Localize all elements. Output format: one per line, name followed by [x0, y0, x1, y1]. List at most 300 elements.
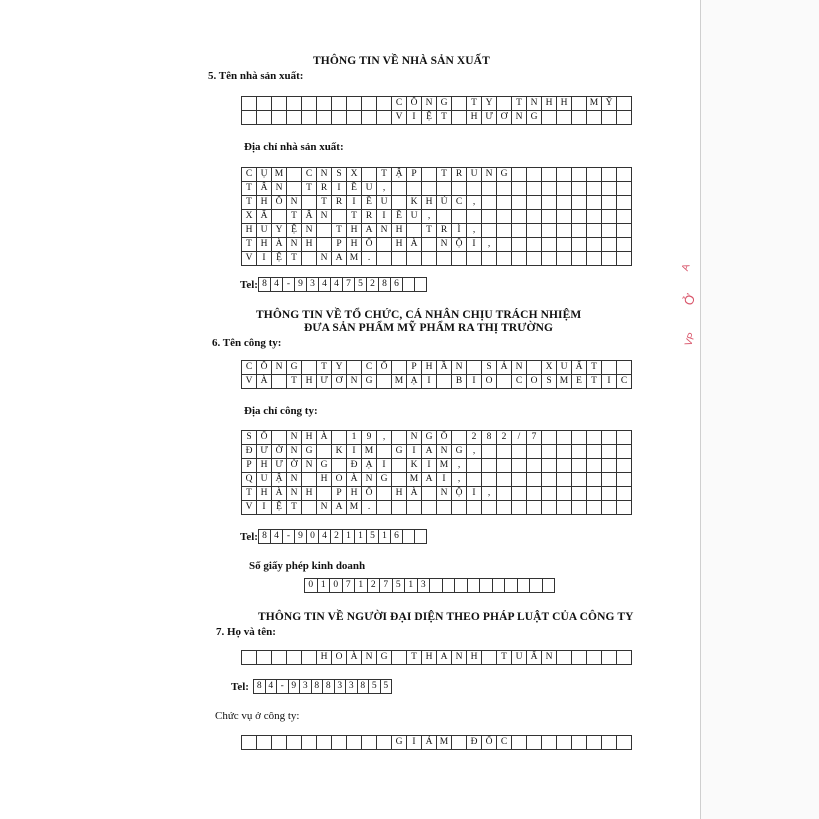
char-box	[482, 210, 497, 224]
char-box: Â	[257, 182, 272, 196]
char-box: ,	[422, 210, 437, 224]
char-box: 9	[362, 431, 377, 445]
char-box	[527, 168, 542, 182]
stamp-fragment-3: VP	[683, 331, 699, 348]
char-box: 1	[405, 579, 418, 593]
char-box: I	[437, 473, 452, 487]
char-box: I	[467, 238, 482, 252]
char-box	[452, 97, 467, 111]
char-box: N	[377, 224, 392, 238]
char-box: 8	[254, 680, 266, 694]
char-box	[602, 182, 617, 196]
char-box	[287, 111, 302, 125]
char-box: Ố	[362, 487, 377, 501]
char-box	[347, 361, 362, 375]
char-box: I	[422, 459, 437, 473]
char-box	[497, 224, 512, 238]
char-box	[512, 445, 527, 459]
char-box: U	[467, 168, 482, 182]
char-box	[317, 224, 332, 238]
manufacturer-address-grid	[241, 167, 632, 266]
char-box: P	[407, 168, 422, 182]
char-box	[317, 97, 332, 111]
char-box: N	[437, 487, 452, 501]
char-box: Õ	[437, 431, 452, 445]
char-box: G	[317, 459, 332, 473]
char-box	[572, 224, 587, 238]
char-box: U	[362, 182, 377, 196]
char-box: Y	[272, 224, 287, 238]
char-box	[332, 736, 347, 750]
char-box: Ư	[482, 111, 497, 125]
page-margin	[701, 0, 819, 819]
char-box: M	[347, 501, 362, 515]
char-box	[497, 196, 512, 210]
char-box: N	[272, 182, 287, 196]
char-box: I	[347, 196, 362, 210]
char-box	[422, 252, 437, 266]
char-box: À	[347, 473, 362, 487]
char-box	[482, 445, 497, 459]
char-box	[437, 252, 452, 266]
char-box	[587, 501, 602, 515]
char-box: Ố	[257, 431, 272, 445]
char-box	[557, 501, 572, 515]
char-box	[542, 459, 557, 473]
char-box	[617, 361, 632, 375]
company-address-label: Địa chỉ công ty:	[244, 405, 318, 417]
char-box: G	[377, 473, 392, 487]
char-box: Ệ	[287, 224, 302, 238]
char-box	[287, 736, 302, 750]
char-box: K	[407, 196, 422, 210]
char-box: X	[347, 168, 362, 182]
char-box: 8	[323, 680, 335, 694]
char-box: H	[302, 238, 317, 252]
char-box: M	[437, 459, 452, 473]
char-box: À	[407, 487, 422, 501]
char-box: 0	[305, 579, 318, 593]
char-box: T	[422, 224, 437, 238]
char-box	[272, 210, 287, 224]
char-box: Ã	[257, 210, 272, 224]
char-box: 8	[259, 278, 271, 292]
char-box: Ậ	[392, 168, 407, 182]
char-box	[392, 252, 407, 266]
char-box: 6	[391, 278, 403, 292]
char-box	[587, 252, 602, 266]
char-box: T	[437, 168, 452, 182]
char-box: ,	[467, 196, 482, 210]
manufacturer-heading: THÔNG TIN VỀ NHÀ SẢN XUẤT	[313, 55, 490, 67]
char-box: C	[242, 361, 257, 375]
char-box	[512, 501, 527, 515]
char-box: À	[257, 375, 272, 389]
char-box: 0	[330, 579, 343, 593]
char-box	[452, 111, 467, 125]
char-box: Ố	[362, 238, 377, 252]
char-box	[317, 736, 332, 750]
char-box: 2	[467, 431, 482, 445]
char-box	[482, 182, 497, 196]
char-box	[542, 501, 557, 515]
char-box: V	[392, 111, 407, 125]
char-box	[452, 501, 467, 515]
company-name-grid	[241, 360, 632, 389]
char-box: N	[287, 445, 302, 459]
char-box: C	[452, 196, 467, 210]
char-box: T	[317, 361, 332, 375]
char-box: ,	[482, 487, 497, 501]
char-box: A	[362, 224, 377, 238]
char-box	[497, 459, 512, 473]
char-box	[617, 210, 632, 224]
char-box: T	[332, 224, 347, 238]
char-box	[497, 375, 512, 389]
char-box: G	[392, 736, 407, 750]
char-box: Ấ	[527, 651, 542, 665]
char-box	[497, 238, 512, 252]
char-box: À	[347, 651, 362, 665]
char-box	[572, 210, 587, 224]
char-box: 3	[307, 278, 319, 292]
char-box: À	[407, 238, 422, 252]
char-box	[587, 459, 602, 473]
char-box	[415, 530, 427, 544]
char-box	[572, 487, 587, 501]
char-box	[377, 445, 392, 459]
char-box	[587, 224, 602, 238]
char-box: 5	[393, 579, 406, 593]
char-box	[272, 736, 287, 750]
char-box	[467, 361, 482, 375]
char-box	[572, 111, 587, 125]
char-box: .	[362, 252, 377, 266]
char-box: T	[242, 182, 257, 196]
char-box: H	[242, 224, 257, 238]
char-box: Ộ	[452, 487, 467, 501]
char-box	[557, 651, 572, 665]
char-box: H	[422, 361, 437, 375]
char-box: 5	[381, 680, 393, 694]
char-box	[617, 459, 632, 473]
char-box	[542, 111, 557, 125]
char-box	[527, 210, 542, 224]
char-box	[302, 501, 317, 515]
char-box	[392, 182, 407, 196]
char-box: H	[542, 97, 557, 111]
char-box: Đ	[467, 736, 482, 750]
char-box	[527, 252, 542, 266]
char-box: Ậ	[272, 473, 287, 487]
char-box: M	[347, 252, 362, 266]
char-box: N	[287, 487, 302, 501]
char-box	[287, 182, 302, 196]
char-box: Ệ	[272, 252, 287, 266]
char-box: 7	[380, 579, 393, 593]
char-box	[617, 196, 632, 210]
char-box: H	[347, 224, 362, 238]
char-box: Đ	[347, 459, 362, 473]
char-box: N	[287, 238, 302, 252]
char-box	[572, 168, 587, 182]
char-box	[430, 579, 443, 593]
char-box	[422, 168, 437, 182]
char-box	[512, 238, 527, 252]
char-box	[467, 210, 482, 224]
char-box: H	[257, 459, 272, 473]
char-box	[362, 97, 377, 111]
char-box	[557, 473, 572, 487]
char-box: ,	[467, 224, 482, 238]
char-box: 1	[355, 579, 368, 593]
char-box: 4	[271, 278, 283, 292]
char-box	[302, 196, 317, 210]
char-box: H	[257, 196, 272, 210]
char-box	[602, 445, 617, 459]
char-box: G	[452, 445, 467, 459]
char-box: Ệ	[422, 111, 437, 125]
char-box	[512, 487, 527, 501]
char-box	[572, 651, 587, 665]
representative-tel-grid	[253, 679, 392, 694]
char-box	[602, 431, 617, 445]
char-box: 8	[379, 278, 391, 292]
char-box: G	[287, 361, 302, 375]
char-box: H	[467, 111, 482, 125]
char-box: B	[452, 375, 467, 389]
char-box: M	[557, 375, 572, 389]
char-box: M	[437, 736, 452, 750]
char-box	[587, 473, 602, 487]
char-box	[332, 459, 347, 473]
char-box: U	[512, 651, 527, 665]
char-box: Ầ	[437, 361, 452, 375]
char-box: T	[437, 111, 452, 125]
char-box	[287, 168, 302, 182]
char-box: T	[242, 196, 257, 210]
char-box: Ư	[257, 445, 272, 459]
char-box	[512, 182, 527, 196]
char-box: N	[482, 168, 497, 182]
char-box: 4	[266, 680, 278, 694]
char-box: I	[602, 375, 617, 389]
char-box	[467, 459, 482, 473]
char-box: U	[377, 196, 392, 210]
char-box	[617, 431, 632, 445]
char-box	[403, 530, 415, 544]
char-box	[587, 168, 602, 182]
char-box	[557, 459, 572, 473]
char-box	[377, 97, 392, 111]
char-box: G	[377, 651, 392, 665]
char-box: 4	[331, 278, 343, 292]
char-box: Ề	[362, 196, 377, 210]
char-box: I	[332, 182, 347, 196]
license-label: Số giấy phép kinh doanh	[249, 560, 366, 572]
char-box	[332, 97, 347, 111]
char-box: H	[302, 487, 317, 501]
char-box: H	[257, 238, 272, 252]
char-box: 8	[312, 680, 324, 694]
char-box: ,	[377, 431, 392, 445]
char-box: Ụ	[257, 168, 272, 182]
manufacturer-address-label: Địa chỉ nhà sản xuất:	[244, 141, 344, 153]
char-box: Q	[242, 473, 257, 487]
char-box	[482, 473, 497, 487]
char-box: H	[302, 431, 317, 445]
char-box: /	[512, 431, 527, 445]
char-box: N	[317, 501, 332, 515]
char-box: Ơ	[332, 375, 347, 389]
char-box	[617, 182, 632, 196]
char-box: 1	[318, 579, 331, 593]
char-box	[587, 431, 602, 445]
char-box	[452, 210, 467, 224]
char-box: U	[257, 473, 272, 487]
char-box: T	[497, 651, 512, 665]
char-box: 9	[295, 278, 307, 292]
char-box	[497, 97, 512, 111]
char-box	[482, 196, 497, 210]
char-box: Ơ	[497, 111, 512, 125]
char-box: Ư	[272, 459, 287, 473]
char-box	[482, 224, 497, 238]
char-box: R	[317, 182, 332, 196]
char-box	[302, 252, 317, 266]
char-box: T	[302, 182, 317, 196]
char-box	[557, 182, 572, 196]
char-box: 9	[289, 680, 301, 694]
char-box	[617, 238, 632, 252]
char-box: G	[392, 445, 407, 459]
char-box: Ệ	[272, 501, 287, 515]
char-box: N	[542, 651, 557, 665]
char-box: U	[407, 210, 422, 224]
char-box	[617, 168, 632, 182]
char-box: A	[422, 473, 437, 487]
char-box	[587, 445, 602, 459]
char-box	[377, 238, 392, 252]
char-box	[482, 651, 497, 665]
representative-tel-label: Tel:	[231, 681, 249, 693]
char-box: 2	[497, 431, 512, 445]
char-box	[505, 579, 518, 593]
char-box	[302, 361, 317, 375]
char-box: Â	[302, 210, 317, 224]
char-box	[512, 196, 527, 210]
char-box	[617, 111, 632, 125]
char-box	[242, 111, 257, 125]
char-box	[602, 111, 617, 125]
char-box: -	[277, 680, 289, 694]
char-box	[362, 736, 377, 750]
manufacturer-tel-grid	[258, 277, 427, 292]
char-box	[467, 473, 482, 487]
char-box	[602, 459, 617, 473]
char-box	[480, 579, 493, 593]
char-box: N	[362, 651, 377, 665]
char-box	[497, 252, 512, 266]
char-box: T	[287, 501, 302, 515]
position-grid	[241, 735, 632, 750]
char-box: P	[332, 238, 347, 252]
char-box: Ề	[347, 182, 362, 196]
char-box	[437, 501, 452, 515]
char-box: T	[242, 487, 257, 501]
char-box: T	[587, 375, 602, 389]
char-box: 1	[343, 530, 355, 544]
char-box: 3	[335, 680, 347, 694]
char-box	[518, 579, 531, 593]
char-box	[377, 501, 392, 515]
char-box	[407, 252, 422, 266]
char-box: H	[392, 238, 407, 252]
char-box	[602, 487, 617, 501]
char-box: S	[542, 375, 557, 389]
char-box: 7	[343, 579, 356, 593]
char-box: V	[242, 501, 257, 515]
char-box	[455, 579, 468, 593]
char-box	[392, 501, 407, 515]
char-box	[542, 431, 557, 445]
char-box	[407, 501, 422, 515]
char-box: M	[392, 375, 407, 389]
char-box: V	[242, 252, 257, 266]
char-box	[377, 375, 392, 389]
char-box	[347, 736, 362, 750]
char-box	[587, 196, 602, 210]
char-box	[437, 210, 452, 224]
char-box	[377, 252, 392, 266]
char-box	[617, 252, 632, 266]
char-box: Ô	[407, 97, 422, 111]
char-box	[587, 736, 602, 750]
char-box	[467, 501, 482, 515]
char-box: N	[437, 238, 452, 252]
char-box: V	[242, 375, 257, 389]
char-box: 5	[367, 530, 379, 544]
char-box	[407, 182, 422, 196]
char-box	[602, 651, 617, 665]
char-box: N	[272, 361, 287, 375]
char-box	[602, 238, 617, 252]
char-box	[347, 97, 362, 111]
char-box: I	[347, 445, 362, 459]
char-box	[602, 473, 617, 487]
char-box	[422, 238, 437, 252]
char-box	[527, 361, 542, 375]
char-box: I	[257, 501, 272, 515]
char-box: -	[283, 278, 295, 292]
char-box: 5	[355, 278, 367, 292]
char-box	[602, 501, 617, 515]
char-box: T	[242, 238, 257, 252]
char-box: P	[407, 361, 422, 375]
char-box	[377, 111, 392, 125]
char-box: Ì	[452, 224, 467, 238]
char-box: Ỹ	[602, 97, 617, 111]
char-box	[287, 97, 302, 111]
char-box	[422, 501, 437, 515]
char-box	[302, 97, 317, 111]
company-tel-grid	[258, 529, 427, 544]
char-box	[302, 111, 317, 125]
char-box: Ô	[272, 196, 287, 210]
char-box: H	[347, 238, 362, 252]
char-box: 4	[319, 530, 331, 544]
char-box: N	[317, 210, 332, 224]
